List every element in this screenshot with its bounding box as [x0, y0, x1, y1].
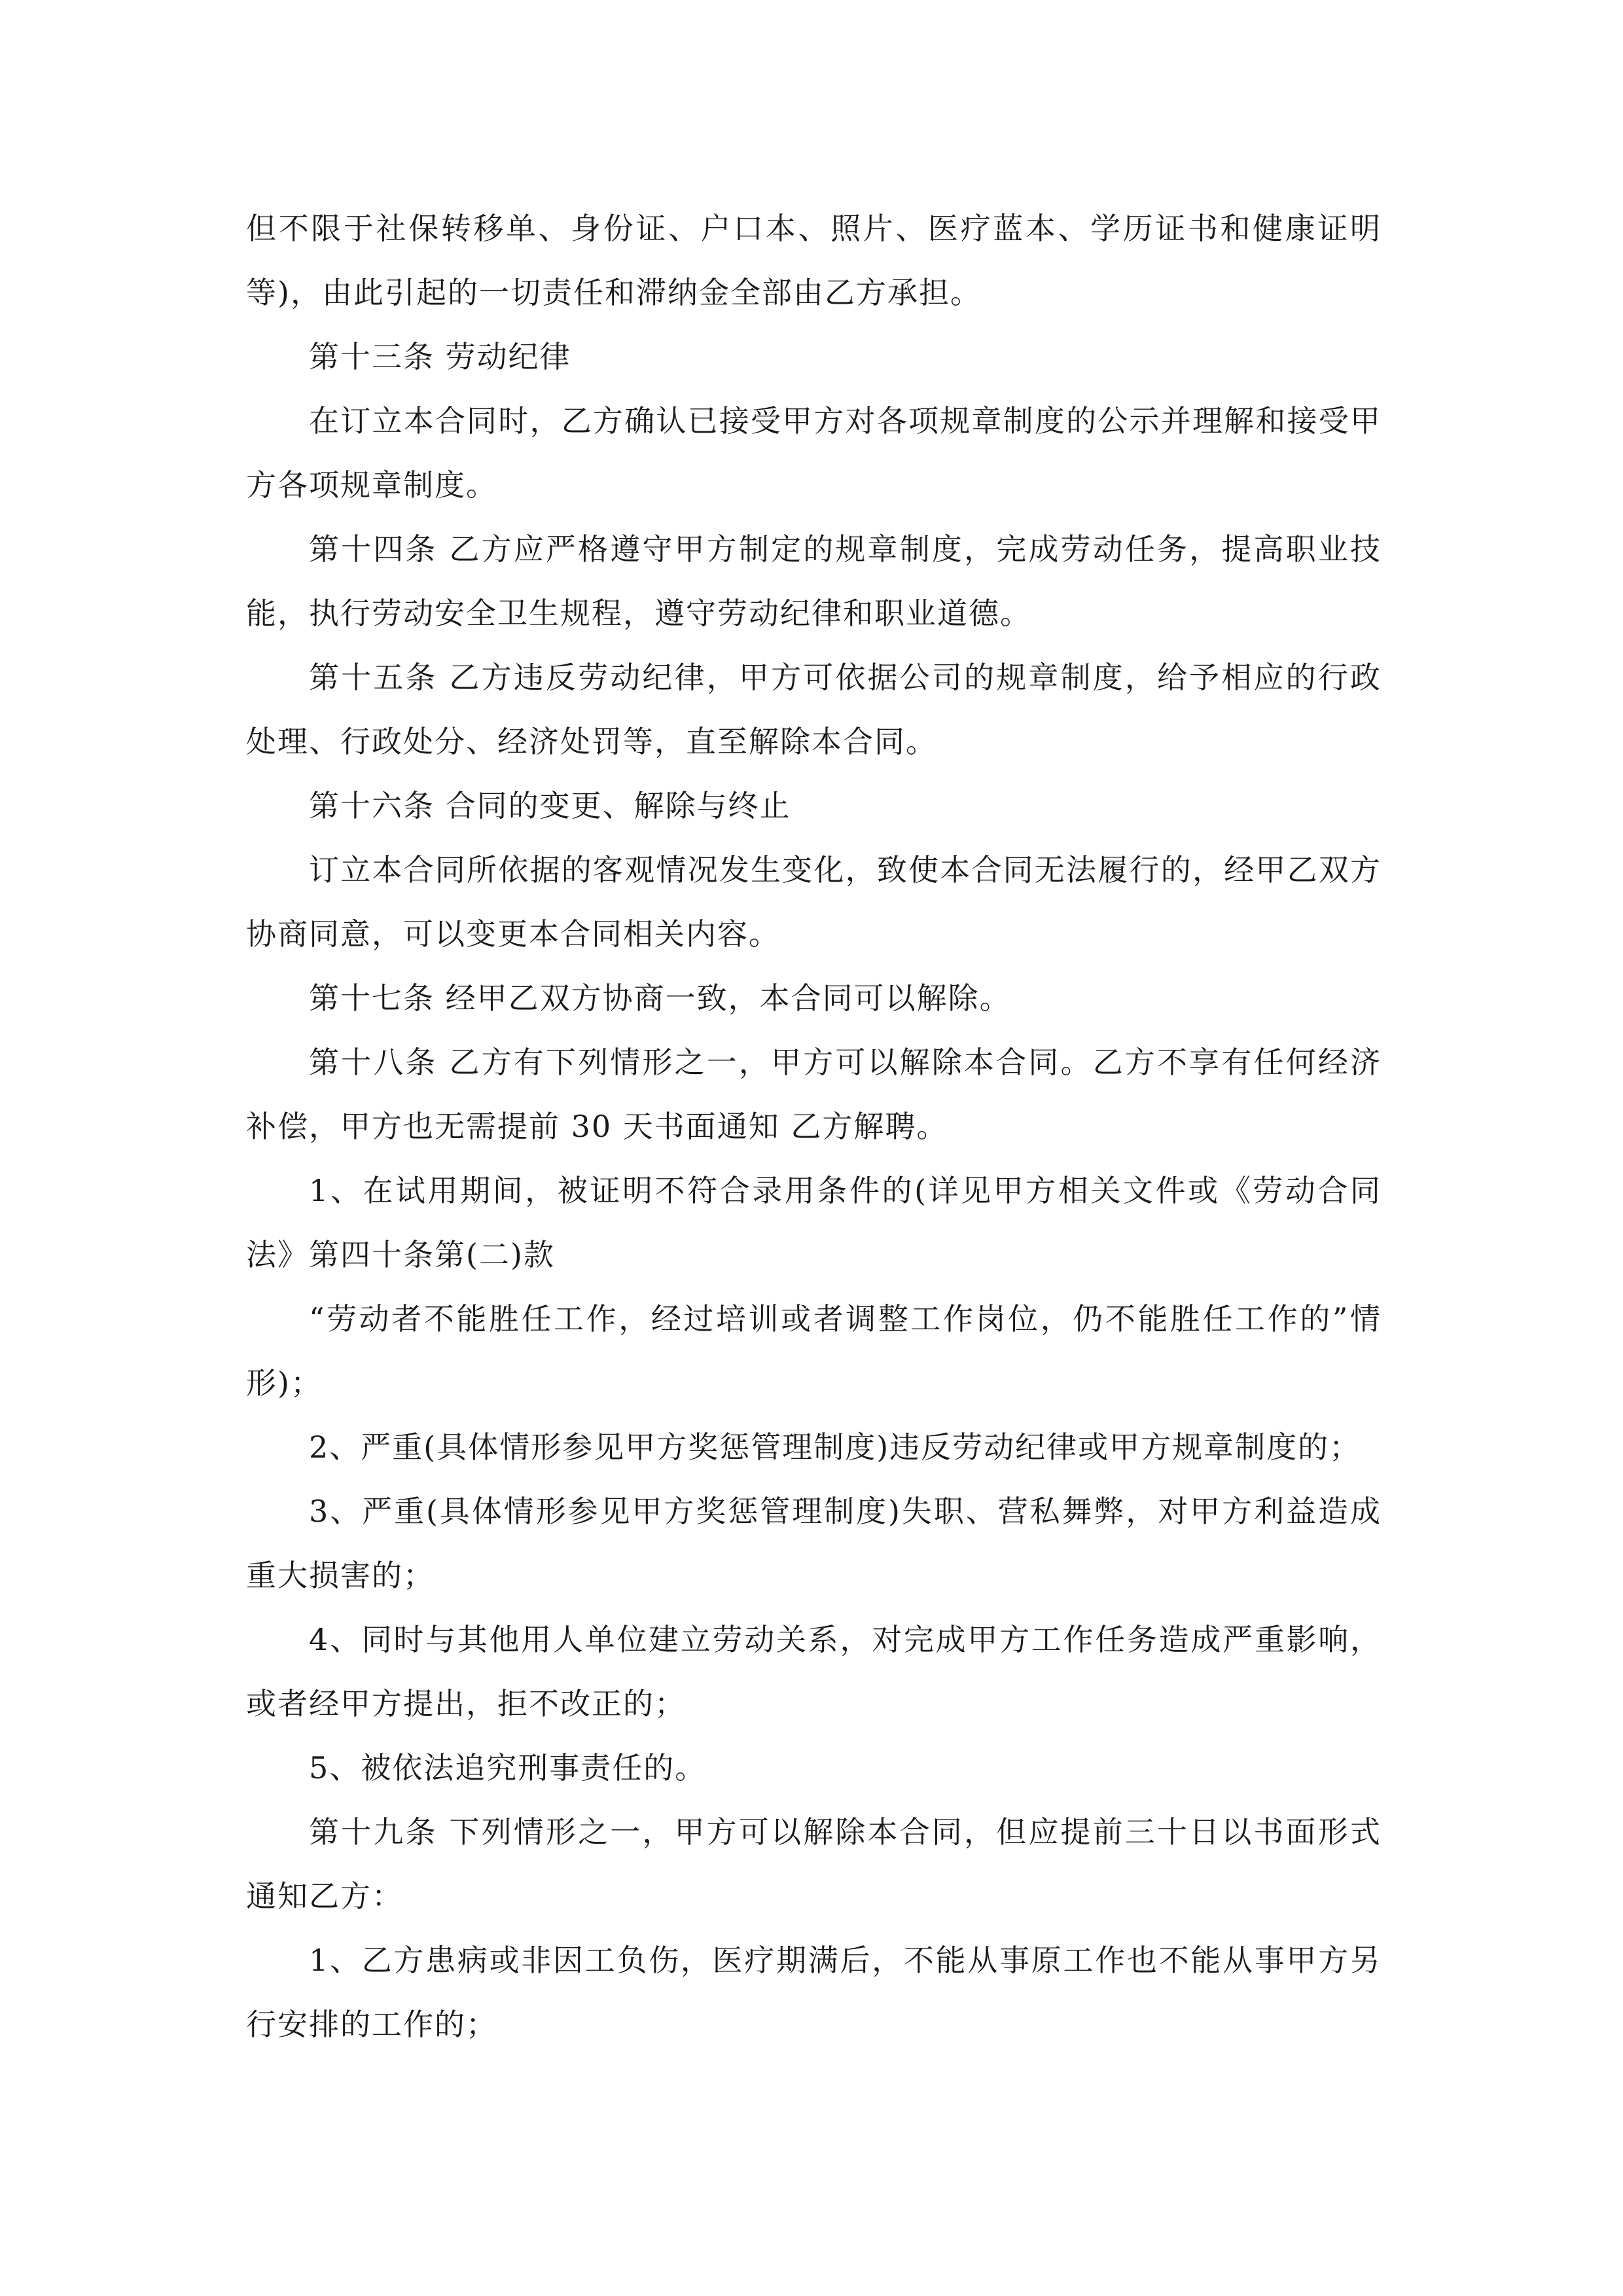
paragraph-continuation: 但不限于社保转移单、身份证、户口本、照片、医疗蓝本、学历证书和健康证明等)，由此引起的一切责任和滞纳金全部由乙方承担。 — [246, 211, 1382, 310]
contract-body — [246, 196, 1382, 2056]
article-13-body: 在订立本合同时，乙方确认已接受甲方对各项规章制度的公示并理解和接受甲方各项规章制度。 — [246, 403, 1382, 503]
article-18-item-1: 1、在试用期间，被证明不符合录用条件的(详见甲方相关文件或《劳动合同法》第四十条第(二)款 — [246, 1173, 1382, 1272]
article-18: 第十八条 乙方有下列情形之一，甲方可以解除本合同。乙方不享有任何经济补偿，甲方也无需提前 30 天书面通知 乙方解聘。 — [246, 1045, 1382, 1144]
article-18-item-5: 5、被依法追究刑事责任的。 — [309, 1750, 707, 1785]
article-15: 第十五条 乙方违反劳动纪律，甲方可依据公司的规章制度，给予相应的行政处理、行政处分、经济处罚等，直至解除本合同。 — [246, 660, 1382, 759]
article-16-heading: 第十六条 合同的变更、解除与终止 — [309, 788, 791, 823]
article-18-item-4: 4、同时与其他用人单位建立劳动关系，对完成甲方工作任务造成严重影响，或者经甲方提出，拒不改正的； — [246, 1622, 1382, 1721]
article-18-item-3: 3、严重(具体情形参见甲方奖惩管理制度)失职、营私舞弊，对甲方利益造成重大损害的； — [246, 1494, 1382, 1593]
article-19-item-1: 1、乙方患病或非因工负伤，医疗期满后，不能从事原工作也不能从事甲方另行安排的工作的； — [246, 1943, 1382, 2042]
article-19: 第十九条 下列情形之一，甲方可以解除本合同，但应提前三十日以书面形式通知乙方： — [246, 1814, 1382, 1914]
article-14: 第十四条 乙方应严格遵守甲方制定的规章制度，完成劳动任务，提高职业技能，执行劳动安全卫生规程，遵守劳动纪律和职业道德。 — [246, 531, 1382, 631]
article-17: 第十七条 经甲乙双方协商一致，本合同可以解除。 — [309, 980, 1011, 1016]
article-18-item-1-quote: “劳动者不能胜任工作，经过培训或者调整工作岗位，仍不能胜任工作的”情形)； — [246, 1301, 1382, 1401]
article-18-item-2: 2、严重(具体情形参见甲方奖惩管理制度)违反劳动纪律或甲方规章制度的； — [309, 1429, 1361, 1465]
article-13-heading: 第十三条 劳动纪律 — [309, 339, 571, 374]
article-16-body: 订立本合同所依据的客观情况发生变化，致使本合同无法履行的，经甲乙双方协商同意，可以变更本合同相关内容。 — [246, 852, 1382, 952]
